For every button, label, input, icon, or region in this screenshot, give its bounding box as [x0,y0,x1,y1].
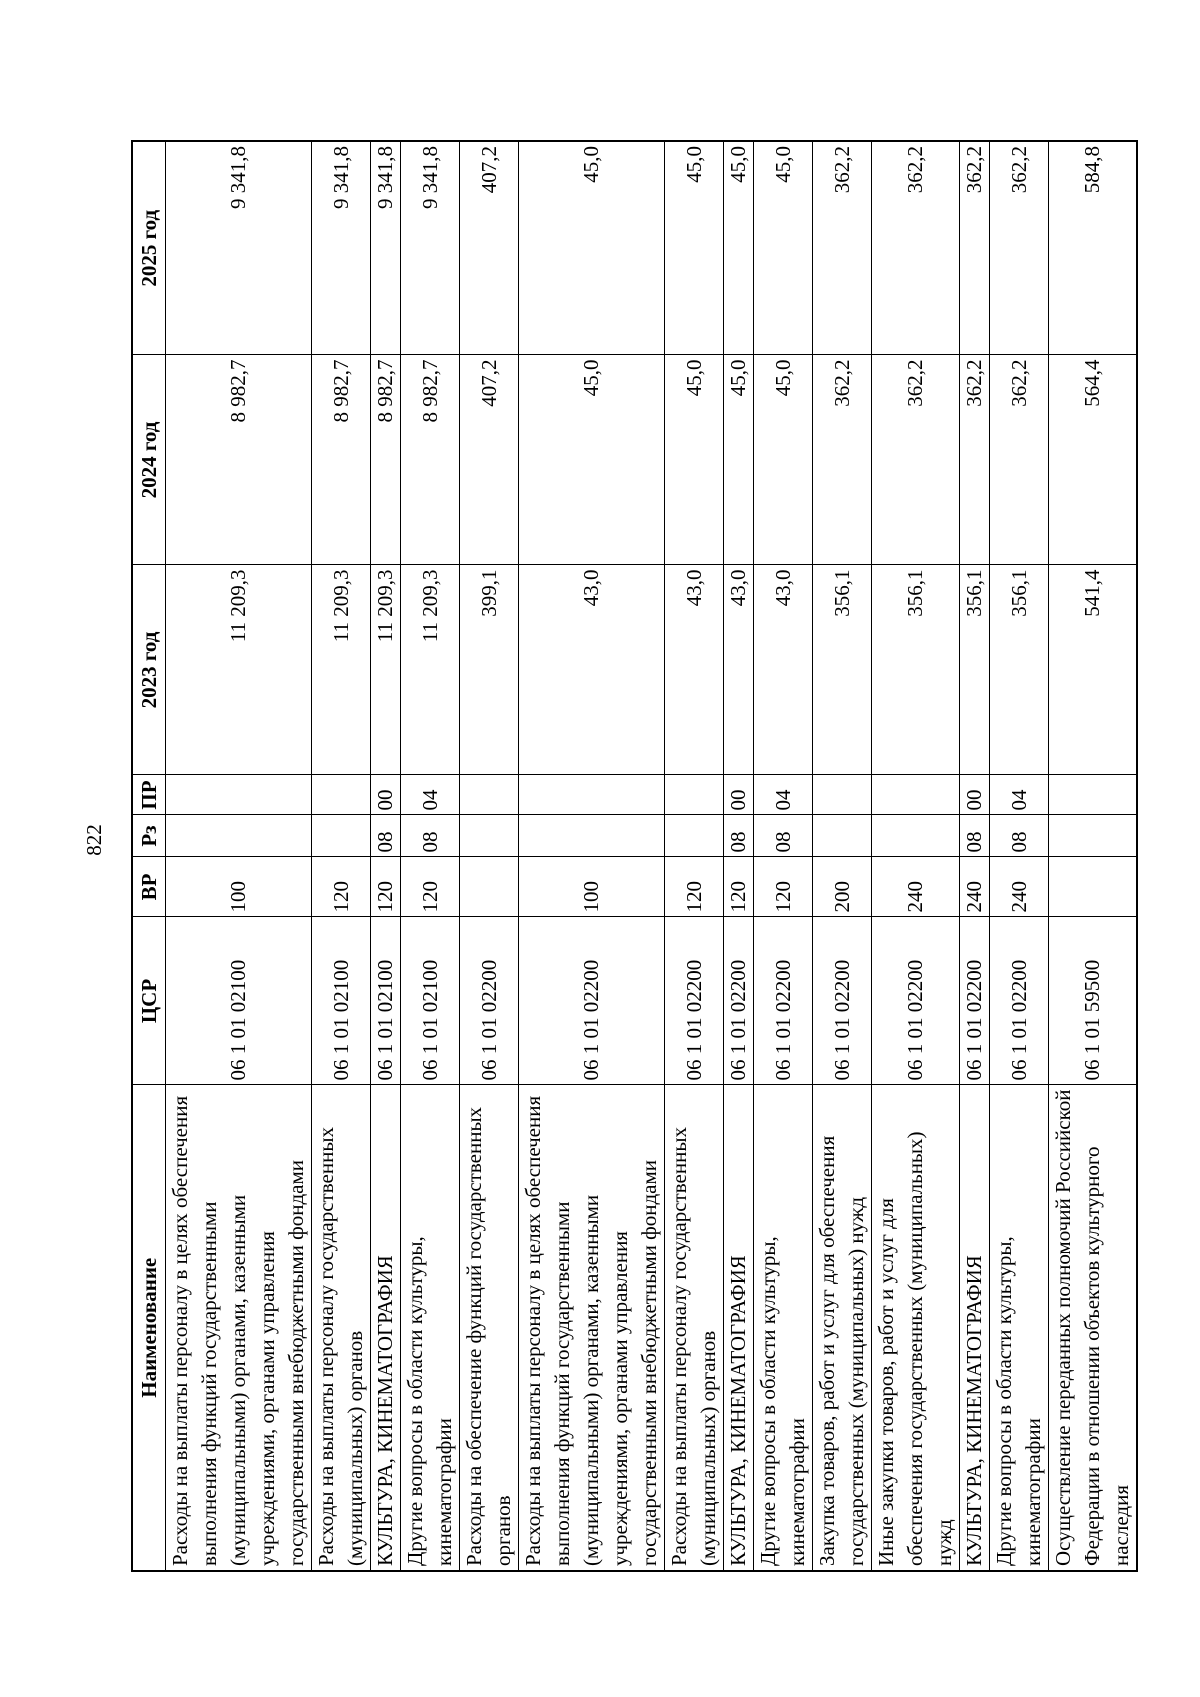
table-row [312,141,371,1571]
cell-rz: 08 [990,815,1049,857]
cell-name: Другие вопросы в области культуры, кинематографии [754,1085,813,1571]
cell-2024: 362,2 [960,355,990,565]
table-row [460,141,519,1571]
cell-2024: 362,2 [990,355,1049,565]
cell-rz [519,815,665,857]
cell-csr: 06 1 01 02200 [960,917,990,1085]
cell-2025: 9 341,8 [401,141,460,355]
cell-pr [813,775,872,815]
budget-table [131,140,1138,1572]
cell-2023: 43,0 [724,565,754,775]
cell-2023: 356,1 [960,565,990,775]
cell-vr: 200 [813,857,872,917]
cell-2024: 362,2 [813,355,872,565]
cell-csr: 06 1 01 02200 [754,917,813,1085]
cell-pr [166,775,312,815]
header-csr: ЦСР [132,917,166,1085]
cell-2024: 45,0 [519,355,665,565]
cell-2024: 8 982,7 [312,355,371,565]
table-row [166,141,312,1571]
cell-2025: 362,2 [872,141,960,355]
header-pr: ПР [132,775,166,815]
cell-csr: 06 1 01 02100 [401,917,460,1085]
cell-2023: 11 209,3 [166,565,312,775]
cell-csr: 06 1 01 02200 [724,917,754,1085]
cell-2024: 362,2 [872,355,960,565]
cell-2025: 9 341,8 [371,141,401,355]
cell-2023: 11 209,3 [312,565,371,775]
cell-rz [312,815,371,857]
cell-vr [1049,857,1138,917]
cell-rz: 08 [754,815,813,857]
cell-vr: 240 [872,857,960,917]
cell-name: Расходы на обеспечение функций государственных органов [460,1085,519,1571]
cell-2025: 362,2 [960,141,990,355]
cell-2023: 43,0 [754,565,813,775]
cell-2023: 356,1 [990,565,1049,775]
cell-rz [813,815,872,857]
cell-2025: 584,8 [1049,141,1138,355]
cell-2024: 45,0 [724,355,754,565]
budget-table-rotated [131,142,1133,1572]
header-2024: 2024 год [132,355,166,565]
cell-rz: 08 [371,815,401,857]
cell-name: КУЛЬТУРА, КИНЕМАТОГРАФИЯ [960,1085,990,1571]
table-header-row [132,141,166,1571]
cell-csr: 06 1 01 02200 [665,917,724,1085]
table-row [519,141,665,1571]
cell-vr: 120 [754,857,813,917]
cell-name: Иные закупки товаров, работ и услуг для обеспечения государственных (муниципальных) нужд [872,1085,960,1571]
cell-csr: 06 1 01 02200 [460,917,519,1085]
table-row [371,141,401,1571]
cell-csr: 06 1 01 02100 [166,917,312,1085]
cell-vr [460,857,519,917]
cell-rz [166,815,312,857]
cell-rz: 08 [401,815,460,857]
cell-2024: 45,0 [754,355,813,565]
cell-2024: 564,4 [1049,355,1138,565]
cell-2024: 8 982,7 [401,355,460,565]
cell-pr: 00 [371,775,401,815]
cell-vr: 120 [724,857,754,917]
table-row [960,141,990,1571]
cell-2024: 8 982,7 [371,355,401,565]
cell-csr: 06 1 01 02200 [990,917,1049,1085]
cell-pr [312,775,371,815]
cell-name: Закупка товаров, работ и услуг для обеспечения государственных (муниципальных) нужд [813,1085,872,1571]
cell-2025: 362,2 [990,141,1049,355]
header-vr: ВР [132,857,166,917]
header-2023: 2023 год [132,565,166,775]
cell-2023: 43,0 [519,565,665,775]
cell-name: Расходы на выплаты персоналу государственных (муниципальных) органов [312,1085,371,1571]
cell-2023: 11 209,3 [401,565,460,775]
cell-pr: 00 [724,775,754,815]
table-row [813,141,872,1571]
cell-rz: 08 [960,815,990,857]
cell-2024: 45,0 [665,355,724,565]
cell-pr: 04 [754,775,813,815]
cell-2023: 356,1 [872,565,960,775]
cell-csr: 06 1 01 02200 [813,917,872,1085]
cell-pr [460,775,519,815]
cell-2023: 541,4 [1049,565,1138,775]
cell-2025: 45,0 [724,141,754,355]
table-row [872,141,960,1571]
table-row [754,141,813,1571]
cell-csr: 06 1 01 59500 [1049,917,1138,1085]
header-name: Наименование [132,1085,166,1571]
header-2025: 2025 год [132,141,166,355]
cell-2025: 45,0 [665,141,724,355]
cell-vr: 100 [166,857,312,917]
cell-pr [665,775,724,815]
cell-vr: 120 [371,857,401,917]
cell-pr: 04 [990,775,1049,815]
cell-name: Другие вопросы в области культуры, кинематографии [401,1085,460,1571]
cell-vr: 120 [312,857,371,917]
cell-vr: 100 [519,857,665,917]
cell-rz [1049,815,1138,857]
cell-2025: 45,0 [754,141,813,355]
cell-pr [519,775,665,815]
cell-2025: 407,2 [460,141,519,355]
cell-2024: 8 982,7 [166,355,312,565]
cell-name: Расходы на выплаты персоналу в целях обеспечения выполнения функций государственными (муниципальными) органами, казенными учреждениями, органами управления государственными внебюджетными фондами [166,1085,312,1571]
cell-vr: 120 [665,857,724,917]
cell-csr: 06 1 01 02200 [872,917,960,1085]
cell-name: КУЛЬТУРА, КИНЕМАТОГРАФИЯ [371,1085,401,1571]
cell-vr: 240 [990,857,1049,917]
cell-name: Расходы на выплаты персоналу государственных (муниципальных) органов [665,1085,724,1571]
table-row [1049,141,1138,1571]
cell-2024: 407,2 [460,355,519,565]
page-number: 822 [82,824,106,856]
cell-pr [1049,775,1138,815]
cell-rz: 08 [724,815,754,857]
table-row [990,141,1049,1571]
cell-pr [872,775,960,815]
cell-pr: 04 [401,775,460,815]
cell-2025: 9 341,8 [166,141,312,355]
cell-csr: 06 1 01 02100 [312,917,371,1085]
cell-2025: 45,0 [519,141,665,355]
cell-2023: 11 209,3 [371,565,401,775]
table-row [724,141,754,1571]
cell-csr: 06 1 01 02100 [371,917,401,1085]
table-row [665,141,724,1571]
cell-vr: 240 [960,857,990,917]
cell-2023: 399,1 [460,565,519,775]
cell-csr: 06 1 01 02200 [519,917,665,1085]
cell-rz [460,815,519,857]
cell-rz [872,815,960,857]
header-rz: Рз [132,815,166,857]
cell-name: Осуществление переданных полномочий Российской Федерации в отношении объектов культурного наследия [1049,1085,1138,1571]
cell-rz [665,815,724,857]
cell-2023: 356,1 [813,565,872,775]
cell-2025: 9 341,8 [312,141,371,355]
cell-vr: 120 [401,857,460,917]
cell-name: Другие вопросы в области культуры, кинематографии [990,1085,1049,1571]
cell-pr: 00 [960,775,990,815]
table-row [401,141,460,1571]
cell-2023: 43,0 [665,565,724,775]
cell-name: КУЛЬТУРА, КИНЕМАТОГРАФИЯ [724,1085,754,1571]
cell-2025: 362,2 [813,141,872,355]
cell-name: Расходы на выплаты персоналу в целях обеспечения выполнения функций государственными (муниципальными) органами, казенными учреждениями, органами управления государственными внебюджетными фондами [519,1085,665,1571]
